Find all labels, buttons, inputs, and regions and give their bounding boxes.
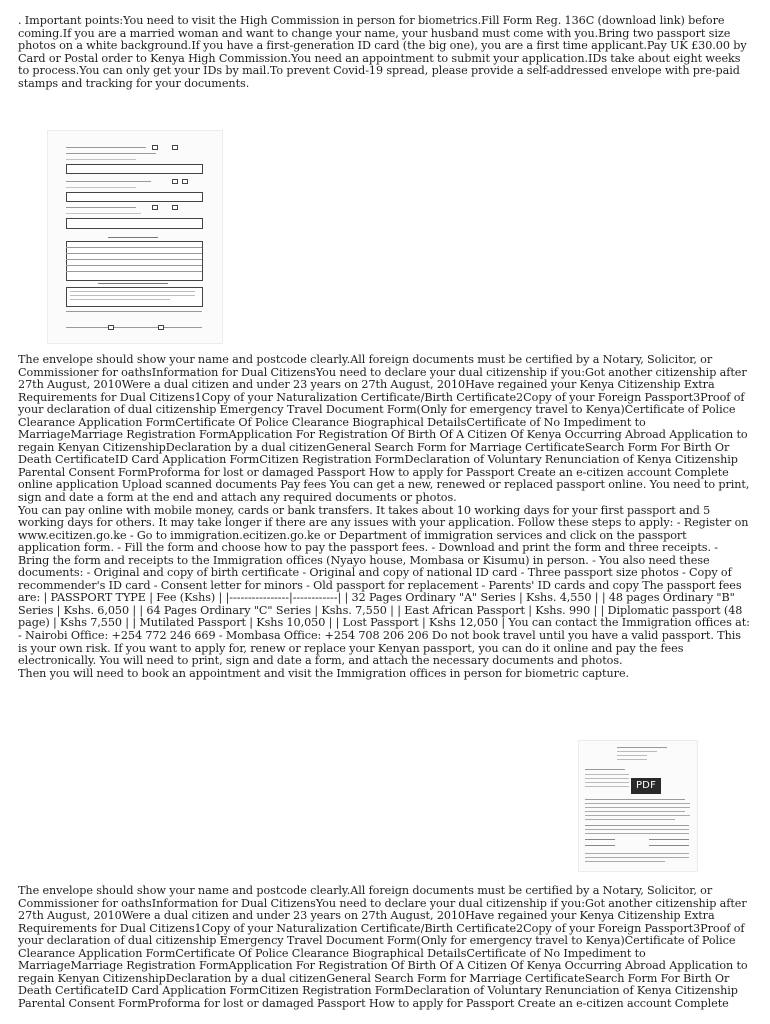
paragraph-dual-citizens-repeat: The envelope should show your name and postcode clearly.All foreign documents must be certified by a Notary, Solicitor, or Commissioner for oathsInformation for Dual CitizensYou need to declare your dual citizenship if you:Got another citizenship after 27th August, 2010Were a dual citizen and under 23 years on 27th August, 2010Have regained your Kenya Citizenship Extra Requirements for Dual Citizens1Copy of your Naturalization Certificate/Birth Certificate2Copy of your Foreign Passport3Proof of your declaration of dual citizenship Emergency Travel Document Form(Only for emergency travel to Kenya)Certificate of Police Clearance Application FormCertificate Of Police Clearance Biographical DetailsCertificate of No Impediment to MarriageMarriage Registration FormApplication For Registration Of Birth Of A Citizen Of Kenya Occurring Abroad Application to regain Kenyan CitizenshipDeclaration by a dual citizenGeneral Search Form for Marriage CertificateSearch Form For Birth Or Death CertificateID Card Application FormCitizen Registration FormDeclaration of Voluntary Renunciation of Kenya Citizenship Parental Consent FormProforma for lost or damaged Passport How to apply for Passport Create an e-citizen account Complete	[18, 884, 748, 1010]
pdf-icon: PDF	[631, 778, 661, 794]
form-scan-image	[47, 130, 223, 344]
paragraph-important-points: . Important points:You need to visit the High Commission in person for biometrics.Fill Form Reg. 136C (download link) before coming.If you are a married woman and want to change your name, your husband must come with you.Bring two passport size photos on a white background.If you have a first-generation ID card (the big one), you are a first time applicant.Pay UK £30.00 by Card or Postal order to Kenya High Commission.You need an appointment to submit your application.IDs take about eight weeks to process.You can only get your IDs by mail.To prevent Covid-19 spread, please provide a self-addressed envelope with pre-paid stamps and tracking for your documents.	[18, 14, 747, 90]
pdf-document-thumbnail[interactable]	[578, 740, 698, 872]
paragraph-dual-citizens-passport: The envelope should show your name and postcode clearly.All foreign documents must be certified by a Notary, Solicitor, or Commissioner for oathsInformation for Dual CitizensYou need to declare your dual citizenship if you:Got another citizenship after 27th August, 2010Were a dual citizen and under 23 years on 27th August, 2010Have regained your Kenya Citizenship Extra Requirements for Dual Citizens1Copy of your Naturalization Certificate/Birth Certificate2Copy of your Foreign Passport3Proof of your declaration of dual citizenship Emergency Travel Document Form(Only for emergency travel to Kenya)Certificate of Police Clearance Application FormCertificate Of Police Clearance Biographical DetailsCertificate of No Impediment to MarriageMarriage Registration FormApplication For Registration Of Birth Of A Citizen Of Kenya Occurring Abroad Application to regain Kenyan CitizenshipDeclaration by a dual citizenGeneral Search Form for Marriage CertificateSearch Form For Birth Or Death CertificateID Card Application FormCitizen Registration FormDeclaration of Voluntary Renunciation of Kenya Citizenship Parental Consent FormProforma for lost or damaged Passport How to apply for Passport Create an e-citizen account Complete online application Upload scanned documents Pay fees You can get a new, renewed or replaced passport online. You need to print, sign and date a form at the end and attach any required documents or photos. You can pay online with mobile money, cards or bank transfers. It takes about 10 working days for your first passport and 5 working days for others. It may take longer if there are any issues with your application. Follow these steps to apply: - Register on www.ecitizen.go.ke - Go to immigration.ecitizen.go.ke or Department of immigration services and click on the passport application form. - Fill the form and choose how to pay the passport fees. - Download and print the form and three receipts. - Bring the form and receipts to the Immigration offices (Nyayo house, Mombasa or Kisumu) in person. - You also need these documents: - Original and copy of birth certificate - Original and copy of national ID card - Three passport size photos - Copy of recommender's ID card - Consent letter for minors - Old passport for replacement - Parents' ID cards and copy The passport fees are: | PASSPORT TYPE | Fee (Kshs) | |----------------|------------| | 32 Pages Ordinary "A" Series | Kshs. 4,550 | | 48 pages Ordinary "B" Series | Kshs. 6,050 | | 64 Pages Ordinary "C" Series | Kshs. 7,550 | | East African Passport | Kshs. 990 | | Diplomatic passport (48 page) | Kshs 7,550 | | Mutilated Passport | Kshs 10,050 | | Lost Passport | Kshs 12,050 | You can contact the Immigration offices at: - Nairobi Office: +254 772 246 669 - Mombasa Office: +254 708 206 206 Do not book travel until you have a valid passport. This is your own risk. If you want to apply for, renew or replace your Kenyan passport, you can do it online and pay the fees electronically. You will need to print, sign and date a form, and attach the necessary documents and photos. Then you will need to book an appointment and visit the Immigration offices in person for biometric capture.	[18, 353, 750, 680]
